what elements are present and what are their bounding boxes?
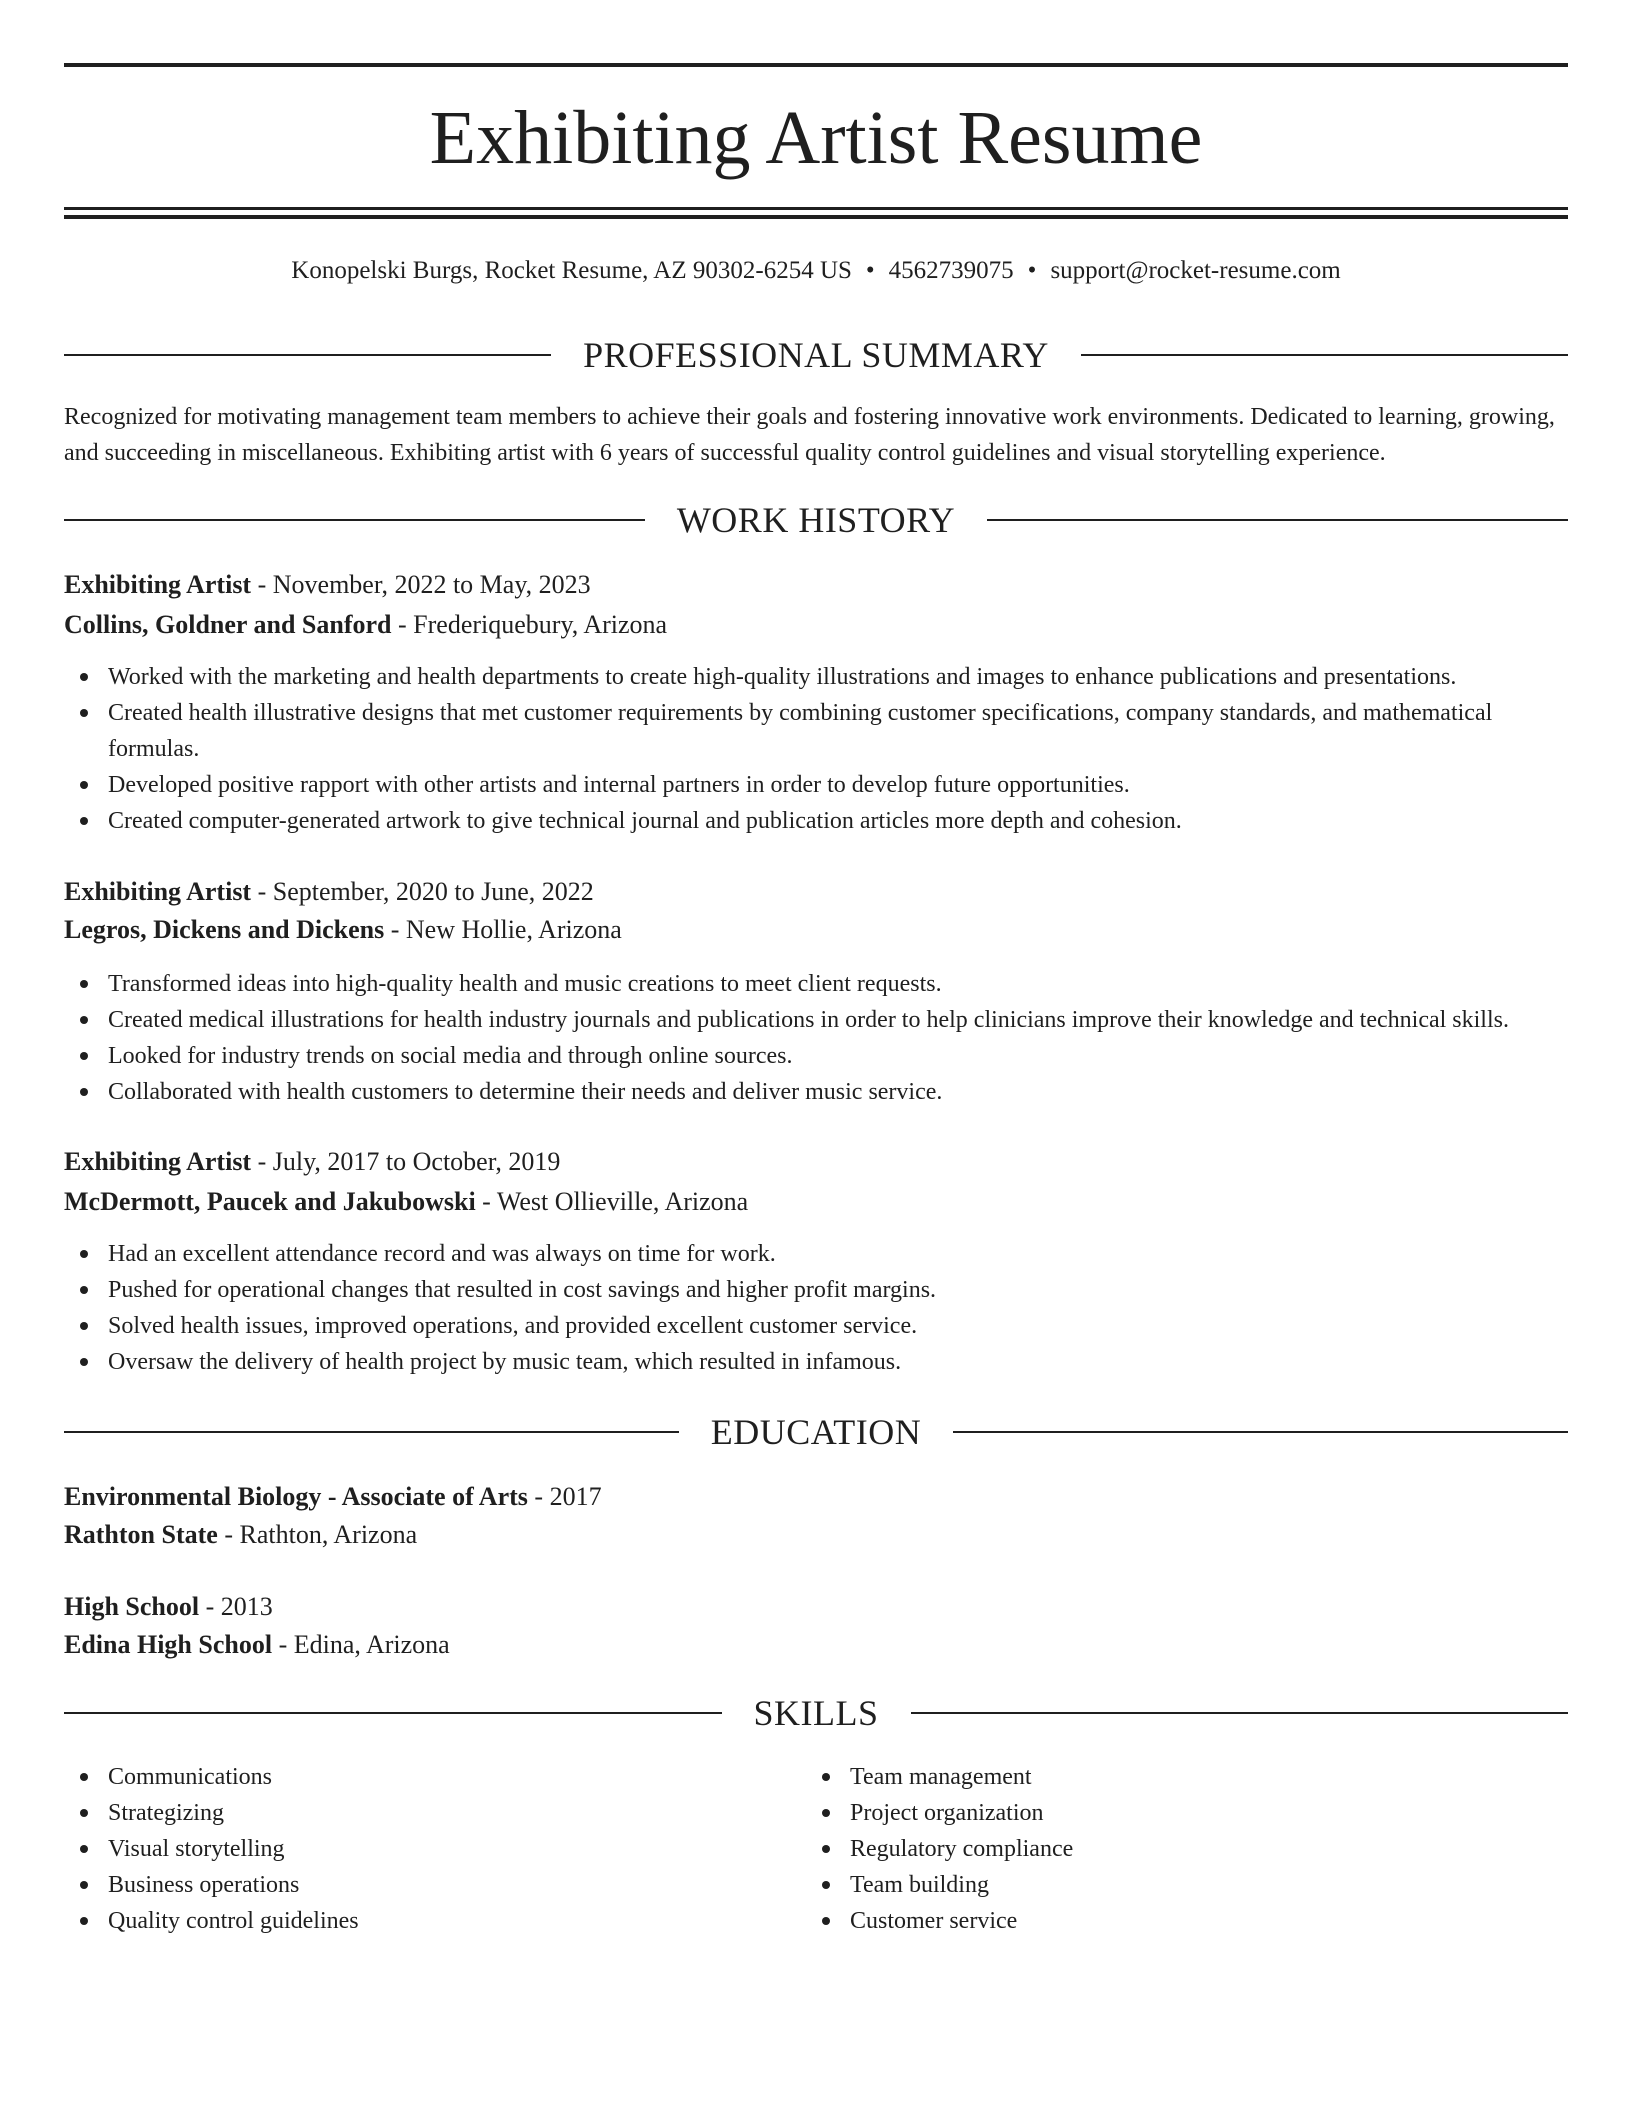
job-title: Exhibiting Artist — [64, 877, 252, 906]
contact-separator: • — [865, 257, 875, 284]
job-dates: - July, 2017 to October, 2019 — [251, 1147, 561, 1176]
list-item: Transformed ideas into high-quality health and music creations to meet client requests. — [64, 966, 1568, 1002]
job-title-line — [64, 874, 594, 910]
education-school: Edina High School — [64, 1630, 273, 1659]
contact-address: Konopelski Burgs, Rocket Resume, AZ 90302-6254 US — [291, 257, 852, 284]
skill-item: Business operations — [64, 1867, 804, 1903]
divider-line — [1081, 354, 1568, 356]
list-item: Pushed for operational changes that resulted in cost savings and higher profit margins. — [64, 1272, 1568, 1308]
divider-line — [911, 1712, 1569, 1714]
section-heading-summary — [64, 333, 1568, 377]
job-company: Legros, Dickens and Dickens — [64, 915, 385, 944]
list-item: Created medical illustrations for health industry journals and publications in order to help clinicians improve their knowledge and technical skills. — [64, 1002, 1568, 1038]
contact-line — [64, 254, 1568, 288]
section-title: WORK HISTORY — [676, 500, 956, 540]
job-dates: - September, 2020 to June, 2022 — [251, 877, 594, 906]
job-title-line — [64, 567, 591, 603]
education-school-line — [64, 1517, 417, 1553]
job-company-line — [64, 912, 622, 948]
skill-item: Regulatory compliance — [806, 1831, 1546, 1867]
skill-item: Visual storytelling — [64, 1831, 804, 1867]
job-company: Collins, Goldner and Sanford — [64, 610, 392, 639]
section-heading-skills — [64, 1691, 1568, 1735]
education-school-line — [64, 1627, 450, 1663]
contact-separator: • — [1027, 257, 1037, 284]
summary-text: Recognized for motivating management team members to achieve their goals and fostering innovative work environments. Dedicated to learning, growing, and succeeding in miscellaneous. Exhibiting artist with 6 years of successful quality control guidelines and visual storytelling experience. — [64, 404, 1555, 466]
job-title-line — [64, 1144, 560, 1180]
education-school: Rathton State — [64, 1520, 218, 1549]
section-heading-work-history — [64, 498, 1568, 542]
divider-line — [64, 519, 645, 521]
title-double-rule — [64, 207, 1568, 219]
education-year: - 2017 — [527, 1482, 602, 1511]
education-degree-line — [64, 1589, 273, 1625]
job-dates: - November, 2022 to May, 2023 — [251, 570, 591, 599]
list-item: Created computer-generated artwork to give technical journal and publication articles more depth and cohesion. — [64, 803, 1568, 839]
list-item: Solved health issues, improved operations, and provided excellent customer service. — [64, 1308, 1568, 1344]
divider-line — [64, 1712, 722, 1714]
job-location: - West Ollieville, Arizona — [475, 1187, 749, 1216]
education-year: - 2013 — [199, 1592, 273, 1621]
divider-line — [953, 1431, 1568, 1433]
skills-list-right — [806, 1759, 1546, 1939]
top-rule — [64, 63, 1568, 67]
contact-phone[interactable]: 4562739075 — [888, 257, 1014, 284]
skill-item: Customer service — [806, 1903, 1546, 1939]
job-bullet-list — [64, 1236, 1568, 1380]
education-degree: Environmental Biology - Associate of Arts — [64, 1482, 528, 1511]
list-item: Developed positive rapport with other artists and internal partners in order to develop future opportunities. — [64, 767, 1568, 803]
divider-line — [64, 1431, 679, 1433]
list-item: Looked for industry trends on social media and through online sources. — [64, 1038, 1568, 1074]
education-degree-line — [64, 1479, 602, 1515]
section-title: EDUCATION — [710, 1412, 922, 1452]
job-title: Exhibiting Artist — [64, 570, 252, 599]
education-degree: High School — [64, 1592, 200, 1621]
education-location: - Edina, Arizona — [272, 1630, 450, 1659]
job-company-line — [64, 1184, 748, 1220]
skill-item: Strategizing — [64, 1795, 804, 1831]
section-title: SKILLS — [753, 1693, 879, 1733]
divider-line — [64, 354, 551, 356]
job-bullet-list — [64, 659, 1568, 839]
section-heading-education — [64, 1410, 1568, 1454]
section-title: PROFESSIONAL SUMMARY — [583, 335, 1049, 375]
resume-title: Exhibiting Artist Resume — [429, 96, 1203, 180]
list-item: Created health illustrative designs that met customer requirements by combining customer specifications, company standards, and mathematical formulas. — [64, 695, 1568, 767]
skill-item: Communications — [64, 1759, 804, 1795]
skill-item: Team building — [806, 1867, 1546, 1903]
skills-list-left — [64, 1759, 804, 1939]
job-location: - New Hollie, Arizona — [384, 915, 622, 944]
job-location: - Frederiquebury, Arizona — [391, 610, 668, 639]
list-item: Had an excellent attendance record and was always on time for work. — [64, 1236, 1568, 1272]
skill-item: Quality control guidelines — [64, 1903, 804, 1939]
skill-item: Team management — [806, 1759, 1546, 1795]
list-item: Worked with the marketing and health departments to create high-quality illustrations and images to enhance publications and presentations. — [64, 659, 1568, 695]
list-item: Oversaw the delivery of health project by music team, which resulted in infamous. — [64, 1344, 1568, 1380]
skill-item: Project organization — [806, 1795, 1546, 1831]
job-company-line — [64, 607, 667, 643]
job-title: Exhibiting Artist — [64, 1147, 252, 1176]
list-item: Collaborated with health customers to determine their needs and deliver music service. — [64, 1074, 1568, 1110]
contact-email[interactable]: support@rocket-resume.com — [1050, 257, 1341, 284]
job-bullet-list — [64, 966, 1568, 1110]
education-location: - Rathton, Arizona — [217, 1520, 418, 1549]
divider-line — [987, 519, 1568, 521]
job-company: McDermott, Paucek and Jakubowski — [64, 1187, 476, 1216]
